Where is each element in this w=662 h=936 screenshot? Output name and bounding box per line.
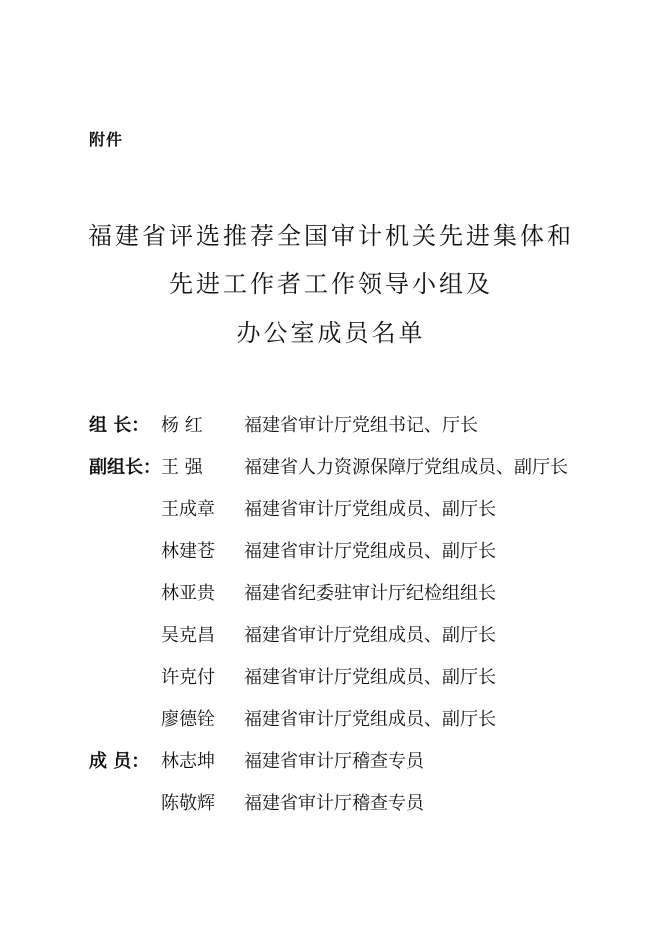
member-name: 林亚贵	[161, 583, 215, 604]
roster-row	[89, 411, 649, 453]
member-name: 王 强	[161, 457, 203, 478]
member-name: 陈敬辉	[161, 793, 215, 814]
member-position: 福建省审计厅党组书记、厅长	[244, 415, 478, 436]
roster-row	[89, 579, 649, 621]
member-name: 许克付	[161, 667, 215, 688]
roster-row	[89, 537, 649, 579]
member-name: 廖德铨	[161, 709, 215, 730]
member-position: 福建省纪委驻审计厅纪检组组长	[244, 583, 496, 604]
member-position: 福建省审计厅党组成员、副厅长	[244, 667, 496, 688]
member-position: 福建省审计厅党组成员、副厅长	[244, 541, 496, 562]
member-position: 福建省审计厅党组成员、副厅长	[244, 625, 496, 646]
member-roster	[89, 411, 649, 831]
role-label: 副组长：	[89, 457, 161, 478]
roster-row	[89, 705, 649, 747]
attachment-label: 附件	[89, 130, 124, 149]
roster-row	[89, 495, 649, 537]
member-name: 王成章	[161, 499, 215, 520]
member-position: 福建省审计厅稽查专员	[244, 793, 424, 814]
role-label: 组 长：	[89, 415, 150, 436]
member-name: 杨 红	[161, 415, 203, 436]
member-name: 吴克昌	[161, 625, 215, 646]
role-label: 成 员：	[89, 751, 150, 772]
document-title-line-2: 先进工作者工作领导小组及	[169, 270, 493, 298]
roster-row	[89, 453, 649, 495]
member-position: 福建省审计厅党组成员、副厅长	[244, 709, 496, 730]
member-position: 福建省审计厅党组成员、副厅长	[244, 499, 496, 520]
member-position: 福建省人力资源保障厅党组成员、副厅长	[244, 457, 568, 478]
document-title-line-1: 福建省评选推荐全国审计机关先进集体和	[88, 222, 574, 250]
member-position: 福建省审计厅稽查专员	[244, 751, 424, 772]
roster-row	[89, 621, 649, 663]
roster-row	[89, 663, 649, 705]
member-name: 林志坤	[161, 751, 215, 772]
member-name: 林建苍	[161, 541, 215, 562]
roster-row	[89, 747, 649, 789]
roster-row	[89, 789, 649, 831]
document-title-line-3: 办公室成员名单	[236, 319, 426, 347]
